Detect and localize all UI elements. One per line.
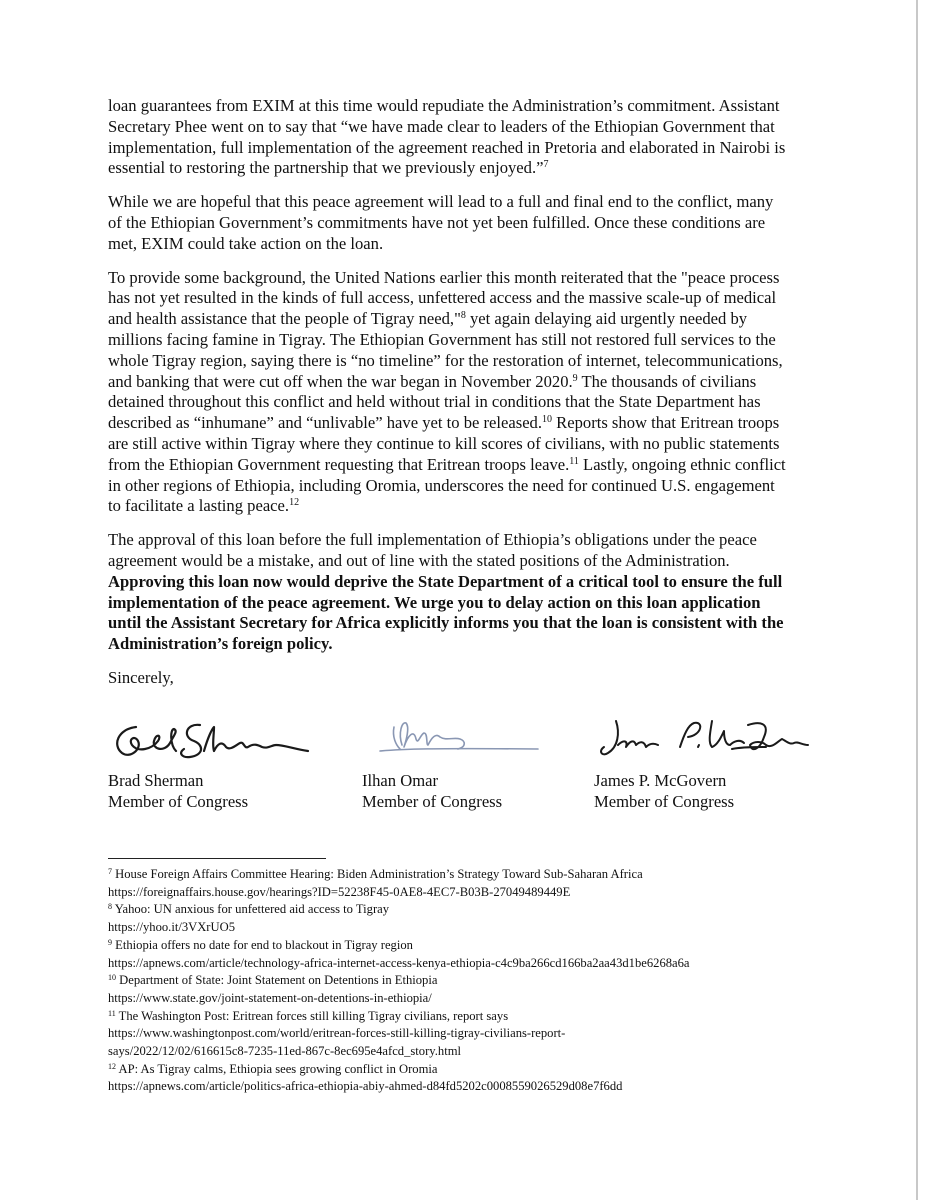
closing: Sincerely,	[108, 667, 174, 687]
footnote-ref: 7	[543, 159, 549, 171]
footnote-line	[108, 884, 808, 902]
paragraph	[108, 530, 788, 655]
footnote-number: 12	[108, 1061, 116, 1071]
footnote-line	[108, 972, 808, 990]
signature-omar	[362, 715, 542, 765]
paragraph	[108, 268, 788, 518]
body-paragraphs	[108, 96, 788, 655]
footnote-line	[108, 1008, 808, 1026]
signer-name: James P. McGovern	[594, 771, 727, 790]
footnote-source: AP: As Tigray calms, Ethiopia sees growing conflict in Oromia	[118, 1061, 438, 1076]
text-run: Lastly, ongoing ethnic conflict in other regions of Ethiopia, including Oromia, underscores the need for continued U.S. engagement to facilitate a lasting peace.	[108, 454, 786, 516]
footnote-number: 7	[108, 867, 112, 876]
footnote-line	[108, 937, 808, 955]
signer-title: Member of Congress	[108, 791, 249, 811]
footnote-number: 9	[108, 937, 112, 947]
footnote-url: https://apnews.com/article/politics-africa-ethiopia-abiy-ahmed-d84fd5202c0008559026529d08e7f6dd	[108, 1079, 623, 1094]
footnote-source: Yahoo: UN anxious for unfettered aid access to Tigray	[114, 902, 390, 917]
signer-mcgovern	[594, 715, 814, 813]
footnote-number: 11	[108, 1008, 116, 1018]
footnote-ref: 10	[542, 414, 553, 426]
footnote-url: https://www.state.gov/joint-statement-on-detentions-in-ethiopia/	[108, 990, 432, 1005]
footnote-url: https://apnews.com/article/technology-africa-internet-access-kenya-ethiopia-c4c9ba266cd166ba2aa43d1be6268a6a	[108, 955, 690, 970]
text-run: yet again delaying aid urgently needed by millions facing famine in Tigray. The Ethiopian Government has still not restored full services to the whole Tigray region, saying there is “no timeline” for the restoration of internet, telecommunications, and banking that were cut off when the war began in November 2020.	[108, 309, 783, 391]
text-run: Reports show that Eritrean troops are still active within Tigray where they continue to kill scores of civilians, with no public statements from the Ethiopian Government requesting that Eritrean troops leave.	[108, 413, 780, 474]
footnote-url: https://www.washingtonpost.com/world/eritrean-forces-still-killing-tigray-civilians-report-	[108, 1026, 566, 1041]
footnote-source: House Foreign Affairs Committee Hearing: Biden Administration’s Strategy Toward Sub-Saharan Africa	[115, 867, 643, 881]
footnote-url: https://foreignaffairs.house.gov/hearings?ID=52238F45-0AE8-4EC7-B03B-27049489449E	[108, 884, 571, 899]
footnote-source: The Washington Post: Eritrean forces still killing Tigray civilians, report says	[118, 1008, 509, 1023]
signer-title: Member of Congress	[594, 791, 735, 811]
signer-name: Brad Sherman	[108, 771, 204, 790]
footnote-number: 8	[108, 902, 112, 912]
footnote-line	[108, 901, 808, 919]
footnote-ref: 9	[572, 372, 578, 384]
text-run: While we are hopeful that this peace agreement will lead to a full and final end to the conflict, many of the Ethiopian Government’s commitments have not yet been fulfilled. Once these conditions are met, EXIM could take action on the loan.	[108, 192, 774, 253]
footnote-line	[108, 1078, 808, 1096]
signature-sherman	[108, 715, 318, 765]
footnote-line	[108, 990, 808, 1008]
signer-omar	[362, 715, 542, 813]
footnote-divider	[108, 858, 326, 859]
footnote-line	[108, 1043, 808, 1061]
footnote-url: says/2022/12/02/616615c8-7235-11ed-867c-8ec695e4afcd_story.html	[108, 1044, 462, 1059]
footnote-source: Department of State: Joint Statement on Detentions in Ethiopia	[119, 973, 438, 988]
footnote-line	[108, 1025, 808, 1043]
text-run: The thousands of civilians detained throughout this conflict and held without trial in conditions that the State Department has described as “inhumane” and “unlivable” have yet to be released.	[108, 371, 761, 433]
paragraph	[108, 192, 788, 254]
signature-mcgovern	[594, 715, 814, 765]
footnote-line	[108, 866, 808, 884]
text-run: loan guarantees from EXIM at this time would repudiate the Administration’s commitment. Assistant Secretary Phee went on to say that “we have made clear to leaders of the Ethiopian Government that implementation, full implementation of the agreement reached in Pretoria and elaborated in Nairobi is essential to restoring the partnership that we previously enjoyed.”	[108, 96, 786, 178]
signature-sherman-ink	[117, 725, 308, 757]
footnote-ref: 12	[289, 497, 300, 509]
text-run: To provide some background, the United Nations earlier this month reiterated that the "peace process has not yet resulted in the kinds of full access, unfettered access and the massive scale-up of medical and health assistance that the people of Tigray need,"	[108, 267, 780, 329]
paragraph	[108, 96, 788, 179]
footnote-number: 10	[108, 973, 116, 983]
footnotes	[108, 866, 808, 1096]
footnote-line	[108, 955, 808, 973]
letter-body	[108, 96, 788, 689]
footnote-line	[108, 1061, 808, 1079]
text-run: The approval of this loan before the full implementation of Ethiopia’s obligations under the peace agreement would be a mistake, and out of line with the stated positions of the Administration.	[108, 530, 757, 570]
signature-block	[108, 715, 808, 825]
footnote-source: Ethiopia offers no date for end to blackout in Tigray region	[115, 937, 413, 952]
footnote-ref: 8	[460, 310, 466, 322]
signature-mcgovern-ink	[601, 721, 808, 754]
footnote-url: https://yhoo.it/3VXrUO5	[108, 920, 235, 935]
footnote-line	[108, 919, 808, 937]
signer-title: Member of Congress	[362, 791, 503, 811]
signer-sherman	[108, 715, 318, 813]
signature-omar-ink	[380, 723, 538, 751]
scan-edge-line	[916, 0, 918, 1200]
footnote-ref: 11	[569, 455, 579, 467]
signer-name: Ilhan Omar	[362, 771, 439, 790]
bold-text: Approving this loan now would deprive the State Department of a critical tool to ensure the full implementation of the peace agreement. We urge you to delay action on this loan application until the Assistant Secretary for Africa explicitly informs you that the loan is consistent with the Administration’s foreign policy.	[108, 571, 784, 654]
